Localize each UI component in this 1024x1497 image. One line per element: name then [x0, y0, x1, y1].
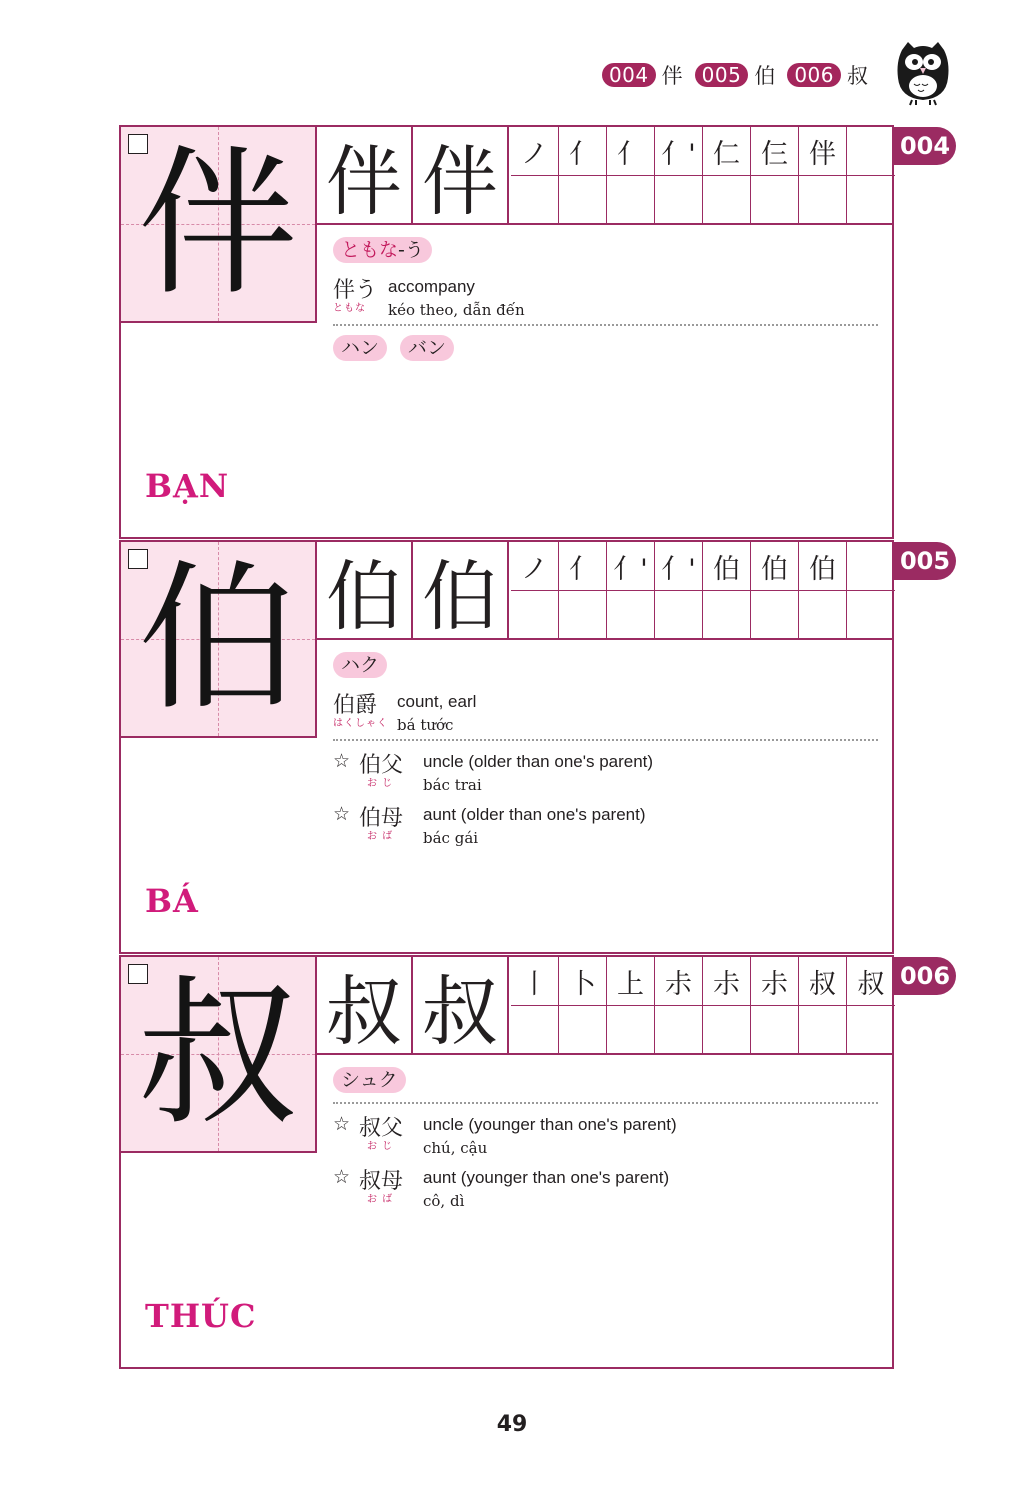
kun-reading: ともな-う [333, 237, 432, 263]
practice-cell[interactable] [511, 1005, 559, 1053]
star-icon: ☆ [333, 803, 351, 825]
example-furigana: お じ [367, 778, 394, 789]
stroke-8: 叔 [857, 968, 885, 1000]
header-num-005: 005 [695, 63, 749, 87]
large-kanji: 叔 [137, 960, 298, 1147]
sample-kanji-1: 叔 [317, 957, 413, 1053]
practice-cell[interactable] [751, 590, 799, 638]
header-num-004: 004 [602, 63, 656, 87]
example-vietnamese: kéo theo, dẫn đến [388, 301, 525, 319]
sample-kanji-2: 伯 [413, 542, 509, 638]
practice-cell[interactable] [799, 175, 847, 223]
entry-number-badge: 005 [894, 542, 956, 580]
star-icon: ☆ [333, 750, 351, 772]
practice-cell[interactable] [655, 175, 703, 223]
example-furigana: ともな [333, 303, 366, 314]
stroke-5: 仁 [703, 127, 751, 175]
example-furigana: お ば [367, 831, 394, 842]
example-word: 伯爵 [333, 693, 378, 718]
practice-cell[interactable] [847, 1005, 895, 1053]
star-icon: ☆ [333, 1166, 351, 1188]
example-vietnamese: bác trai [423, 776, 482, 794]
stroke-6: 尗 [751, 957, 799, 1005]
example-english: uncle (younger than one's parent) [423, 1115, 677, 1134]
large-kanji-box [121, 127, 317, 323]
stroke-empty [847, 127, 895, 175]
stroke-order-grid [511, 957, 894, 1053]
example-word: 伯母 [359, 806, 404, 831]
stroke-order-grid [511, 127, 894, 223]
on-reading-1: ハン [333, 335, 387, 361]
example-english: accompany [388, 277, 475, 296]
kanji-entry-006 [119, 955, 951, 1369]
practice-cell[interactable] [703, 590, 751, 638]
stroke-7: 叔 [799, 957, 847, 1005]
large-kanji: 伯 [137, 545, 298, 732]
sample-kanji-1: 伯 [317, 542, 413, 638]
example-furigana: お ば [367, 1194, 394, 1205]
practice-cell[interactable] [703, 175, 751, 223]
stroke-1: ノ [511, 127, 559, 175]
stroke-6: 仨 [751, 127, 799, 175]
kanji-entry-005 [119, 540, 951, 954]
entry-number-badge: 004 [894, 127, 956, 165]
on-reading-1: シュク [333, 1067, 406, 1093]
stroke-3: 亻 [607, 127, 655, 175]
stroke-3: 亻' [607, 542, 655, 590]
example-furigana: お じ [367, 1141, 394, 1152]
page-header [602, 60, 874, 90]
stroke-4: 亻' [655, 127, 703, 175]
stroke-1: ノ [511, 542, 559, 590]
on-reading-1: ハク [333, 652, 387, 678]
practice-cell[interactable] [703, 1005, 751, 1053]
stroke-5: 伯 [703, 542, 751, 590]
on-reading-2: バン [400, 335, 454, 361]
kanji-entry-004 [119, 125, 951, 539]
example-word: 伯父 [359, 753, 404, 778]
vietnamese-reading: THÚC [145, 1297, 257, 1335]
practice-cell[interactable] [607, 1005, 655, 1053]
practice-cell[interactable] [847, 590, 895, 638]
stroke-5: 尗 [703, 957, 751, 1005]
practice-cell[interactable] [559, 1005, 607, 1053]
example-vietnamese: bá tước [397, 716, 454, 734]
practice-cell[interactable] [799, 1005, 847, 1053]
page-number: 49 [496, 1412, 528, 1437]
header-kanji-005: 伯 [754, 64, 776, 88]
practice-cell[interactable] [511, 175, 559, 223]
practice-cell[interactable] [799, 590, 847, 638]
practice-cell[interactable] [655, 1005, 703, 1053]
example-furigana: はくしゃく [333, 718, 388, 729]
stroke-6: 伯 [751, 542, 799, 590]
example-vietnamese: bác gái [423, 829, 479, 847]
owl-icon [894, 40, 952, 106]
sample-kanji-2: 叔 [413, 957, 509, 1053]
practice-cell[interactable] [559, 175, 607, 223]
practice-cell[interactable] [751, 175, 799, 223]
example-english: aunt (younger than one's parent) [423, 1168, 670, 1187]
header-kanji-006: 叔 [847, 64, 868, 88]
stroke-3: 上 [607, 957, 655, 1005]
vietnamese-reading: BÁ [145, 882, 199, 920]
practice-cell[interactable] [607, 590, 655, 638]
example-word: 伴う [333, 278, 378, 303]
stroke-2: 卜 [559, 957, 607, 1005]
star-icon: ☆ [333, 1113, 351, 1135]
stroke-7: 伴 [799, 127, 847, 175]
large-kanji: 伴 [137, 130, 298, 317]
example-english: count, earl [397, 692, 477, 711]
sample-kanji-2: 伴 [413, 127, 509, 223]
stroke-1: 丨 [511, 957, 559, 1005]
header-num-006: 006 [787, 63, 841, 87]
example-english: aunt (older than one's parent) [423, 805, 646, 824]
example-vietnamese: chú, cậu [423, 1139, 488, 1157]
practice-cell[interactable] [559, 590, 607, 638]
practice-cell[interactable] [751, 1005, 799, 1053]
vietnamese-reading: BẠN [145, 467, 230, 505]
large-kanji-box [121, 957, 317, 1153]
practice-cell[interactable] [655, 590, 703, 638]
large-kanji-box [121, 542, 317, 738]
stroke-2: 亻 [559, 127, 607, 175]
stroke-empty [847, 542, 895, 590]
stroke-7: 伯 [799, 542, 847, 590]
practice-cell[interactable] [607, 175, 655, 223]
example-vietnamese: cô, dì [423, 1192, 465, 1210]
header-kanji-004: 伴 [661, 64, 683, 88]
stroke-order-grid [511, 542, 894, 638]
example-word: 叔父 [359, 1116, 404, 1141]
entry-number-badge: 006 [894, 957, 956, 995]
practice-cell[interactable] [847, 175, 895, 223]
sample-kanji-1: 伴 [317, 127, 413, 223]
example-english: uncle (older than one's parent) [423, 752, 654, 771]
stroke-2: 亻 [559, 542, 607, 590]
practice-cell[interactable] [511, 590, 559, 638]
example-word: 叔母 [359, 1169, 404, 1194]
stroke-4: 尗 [655, 957, 703, 1005]
stroke-4: 亻' [655, 542, 703, 590]
